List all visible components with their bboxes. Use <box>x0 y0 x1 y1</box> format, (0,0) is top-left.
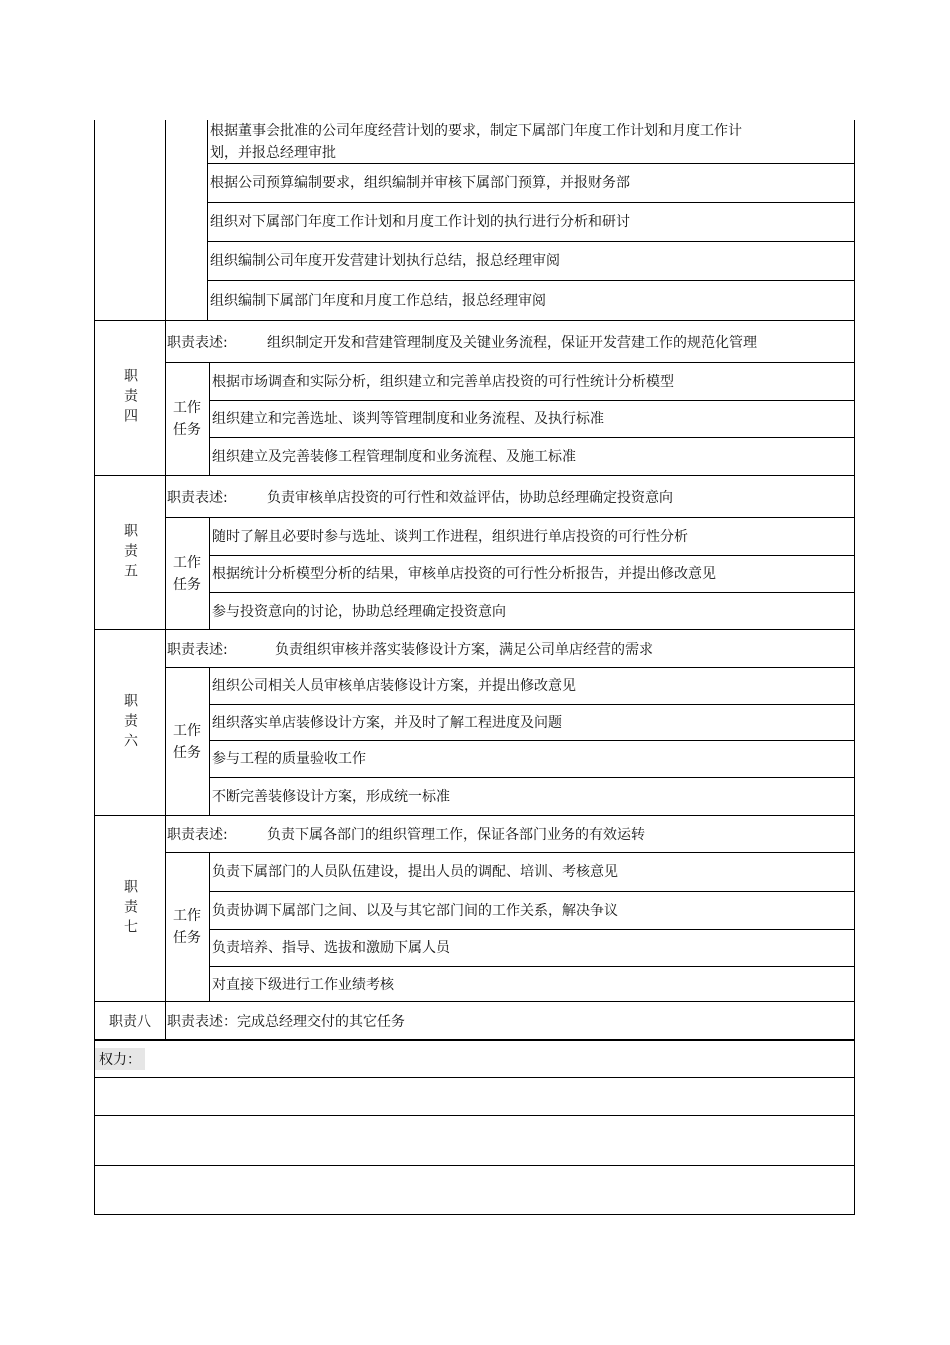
duty-label: 职责五 <box>95 476 166 629</box>
statement-key: 职责表述: <box>167 641 228 658</box>
task-text: 根据董事会批准的公司年度经营计划的要求，制定下属部门年度工作计划和月度工作计 <box>210 122 742 139</box>
duty-block-4 <box>94 320 855 475</box>
task-row <box>207 242 854 281</box>
duty-statement-row <box>165 321 854 363</box>
task-list <box>209 668 854 815</box>
task-list <box>209 518 854 629</box>
task-row: 参与工程的质量验收工作 <box>209 741 854 778</box>
work-tasks-label: 工作 任务 <box>165 518 210 629</box>
task-text: 根据公司预算编制要求，组织编制并审核下属部门预算，并报财务部 <box>210 175 630 191</box>
task-text: 组织编制公司年度开发营建计划执行总结，报总经理审阅 <box>210 253 560 269</box>
duty-statement: 负责下属各部门的组织管理工作，保证各部门业务的有效运转 <box>267 827 645 843</box>
duty-block-6 <box>94 629 855 815</box>
duty-statement-row <box>165 476 854 518</box>
work-tasks-label: 工作 任务 <box>165 668 210 815</box>
power-section <box>94 1039 855 1215</box>
duty-statement: 负责审核单店投资的可行性和效益评估，协助总经理确定投资意向 <box>267 489 673 506</box>
statement-key: 职责表述: <box>167 827 228 843</box>
task-row: 不断完善装修设计方案，形成统一标准 <box>212 788 450 805</box>
power-row <box>95 1115 854 1166</box>
duty-statement: 组织制定开发和营建管理制度及关键业务流程，保证开发营建工作的规范化管理 <box>267 334 757 351</box>
task-row: 组织公司相关人员审核单店装修设计方案，并提出修改意见 <box>209 668 854 705</box>
task-row: 负责培养、指导、选拔和激励下属人员 <box>209 930 854 967</box>
task-row: 根据市场调查和实际分析，组织建立和完善单店投资的可行性统计分析模型 <box>209 363 854 401</box>
duty-block-5 <box>94 475 855 629</box>
task-row: 对直接下级进行工作业绩考核 <box>212 976 394 993</box>
task-row: 组织落实单店装修设计方案，并及时了解工程进度及问题 <box>209 705 854 741</box>
label-column-empty <box>95 120 166 320</box>
duty-statement: 负责组织审核并落实装修设计方案，满足公司单店经营的需求 <box>275 641 653 658</box>
task-list <box>209 363 854 475</box>
continuation-block <box>94 120 855 320</box>
duty-block-7 <box>94 815 855 1001</box>
duty-label: 职责六 <box>95 630 166 815</box>
duty-label: 职责七 <box>95 816 166 1001</box>
task-row <box>207 120 854 164</box>
statement-key: 职责表述: <box>167 489 228 506</box>
work-tasks-label: 工作 任务 <box>165 363 210 475</box>
duty-block-8 <box>94 1001 855 1039</box>
duty-statement-row <box>165 816 854 853</box>
work-task-column-empty <box>165 120 208 320</box>
work-tasks-label: 工作 任务 <box>165 853 210 1001</box>
task-row <box>207 164 854 203</box>
task-row: 参与投资意向的讨论，协助总经理确定投资意向 <box>212 603 506 620</box>
power-row <box>95 1041 854 1078</box>
duty-statement-row <box>165 630 854 668</box>
task-list <box>209 853 854 1001</box>
task-row: 组织建立和完善选址、谈判等管理制度和业务流程、及执行标准 <box>209 401 854 438</box>
power-label: 权力： <box>95 1048 145 1070</box>
task-row: 负责协调下属部门之间、以及与其它部门间的工作关系，解决争议 <box>209 892 854 930</box>
task-row: 根据统计分析模型分析的结果，审核单店投资的可行性分析报告，并提出修改意见 <box>209 556 854 593</box>
duty-statement: 职责表述：完成总经理交付的其它任务 <box>167 1013 405 1030</box>
task-text: 组织对下属部门年度工作计划和月度工作计划的执行进行分析和研讨 <box>210 214 630 230</box>
duty-label: 职责八 <box>95 1002 166 1039</box>
task-row <box>207 203 854 242</box>
task-row: 组织建立及完善装修工程管理制度和业务流程、及施工标准 <box>212 449 576 465</box>
task-text-line2: 划，并报总经理审批 <box>210 144 336 161</box>
power-row <box>95 1077 854 1116</box>
task-row <box>207 281 854 320</box>
task-row: 随时了解且必要时参与选址、谈判工作进程，组织进行单店投资的可行性分析 <box>209 518 854 556</box>
statement-key: 职责表述: <box>167 334 228 351</box>
task-row: 负责下属部门的人员队伍建设，提出人员的调配、培训、考核意见 <box>209 853 854 892</box>
task-text: 组织编制下属部门年度和月度工作总结，报总经理审阅 <box>210 292 546 309</box>
duty-label: 职责四 <box>95 321 166 475</box>
